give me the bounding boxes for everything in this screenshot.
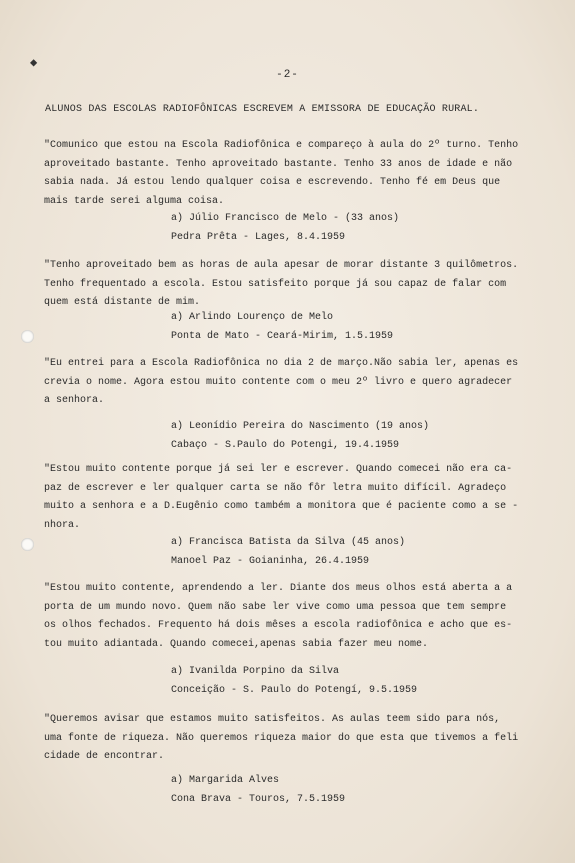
signature-place-date: Manoel Paz - Goianinha, 26.4.1959 — [171, 556, 370, 567]
letter-line: "Comunico que estou na Escola Radiofônica e compareço à aula do 2º turno. Tenho — [44, 140, 519, 151]
letter-line: sabia nada. Já estou lendo qualquer coisa e escrevendo. Tenho fé em Deus que — [44, 177, 501, 188]
signature-place-date: Cona Brava - Touros, 7.5.1959 — [171, 794, 346, 805]
letter-line: crevia o nome. Agora estou muito contente com o meu 2º livro e quero agradecer — [44, 376, 513, 388]
signature-place-date: Ponta de Mato - Ceará-Mirim, 1.5.1959 — [171, 331, 394, 342]
letter-2 — [44, 257, 524, 313]
punch-hole-bottom — [21, 538, 34, 551]
letter-line: cidade de encontrar. — [44, 751, 165, 762]
signature: a) Ivanilda Porpino da Silva — [171, 666, 340, 677]
letter-1 — [44, 137, 524, 211]
letter-line: "Tenho aproveitado bem as horas de aula apesar de morar distante 3 quilômetros. — [44, 260, 519, 271]
letter-line: "Estou muito contente, aprendendo a ler. Diante dos meus olhos está aberta a a — [44, 583, 513, 594]
signature-place-date: Pedra Prêta - Lages, 8.4.1959 — [171, 232, 346, 243]
letter-5 — [44, 580, 524, 654]
letter-line: uma fonte de riqueza. Não queremos riqueza maior do que esta que tivemos a feli — [44, 732, 519, 744]
letter-line: tou muito adiantada. Quando comecei,apenas sabia fazer meu nome. — [44, 638, 429, 650]
letter-line: Tenho frequentado a escola. Estou satisfeito porque já sou capaz de falar com — [44, 278, 507, 290]
letter-line: muito a senhora e a D.Eugênio como também a monitora que é paciente como a se - — [44, 501, 519, 512]
letter-line: "Queremos avisar que estamos muito satisfeitos. As aulas teem sido para nós, — [44, 714, 501, 725]
letter-line: os olhos fechados. Frequento há dois mêses a escola radiofônica e acho que es- — [44, 620, 513, 631]
signature-place-date: Cabaço - S.Paulo do Potengi, 19.4.1959 — [171, 440, 400, 451]
signature-place-date: Conceição - S. Paulo do Potengí, 9.5.1959 — [171, 685, 418, 696]
letter-line: "Eu entrei para a Escola Radiofônica no dia 2 de março.Não sabia ler, apenas es — [44, 358, 519, 369]
letter-line: nhora. — [44, 519, 81, 531]
letter-line: mais tarde serei alguma coisa. — [44, 195, 225, 207]
signature: a) Arlindo Lourenço de Melo — [171, 312, 334, 323]
letter-line: aproveitado bastante. Tenho aproveitado bastante. Tenho 33 anos de idade e não — [44, 158, 513, 170]
signature: a) Leonídio Pereira do Nascimento (19 anos) — [171, 421, 430, 432]
document-heading: ALUNOS DAS ESCOLAS RADIOFÔNICAS ESCREVEM A EMISSORA DE EDUCAÇÃO RURAL. — [45, 104, 480, 115]
punch-hole-top — [21, 330, 34, 343]
letter-line: porta de um mundo novo. Quem não sabe ler vive como uma pessoa que tem sempre — [44, 601, 507, 613]
letter-4 — [44, 461, 524, 535]
letter-3 — [44, 355, 524, 411]
letter-line: paz de escrever e ler qualquer carta se não fôr letra muito difícil. Agradeço — [44, 482, 507, 494]
letter-line: a senhora. — [44, 395, 105, 406]
letter-line: quem está distante de mim. — [44, 297, 201, 308]
letter-6 — [44, 711, 524, 767]
signature: a) Júlio Francisco de Melo - (33 anos) — [171, 213, 400, 224]
signature: a) Francisca Batista da Silva (45 anos) — [171, 537, 406, 548]
signature: a) Margarida Alves — [171, 775, 280, 786]
ink-mark: ◆ — [30, 56, 38, 70]
page-number: -2- — [276, 69, 299, 81]
letter-line: "Estou muito contente porque já sei ler e escrever. Quando comecei não era ca- — [44, 464, 513, 475]
